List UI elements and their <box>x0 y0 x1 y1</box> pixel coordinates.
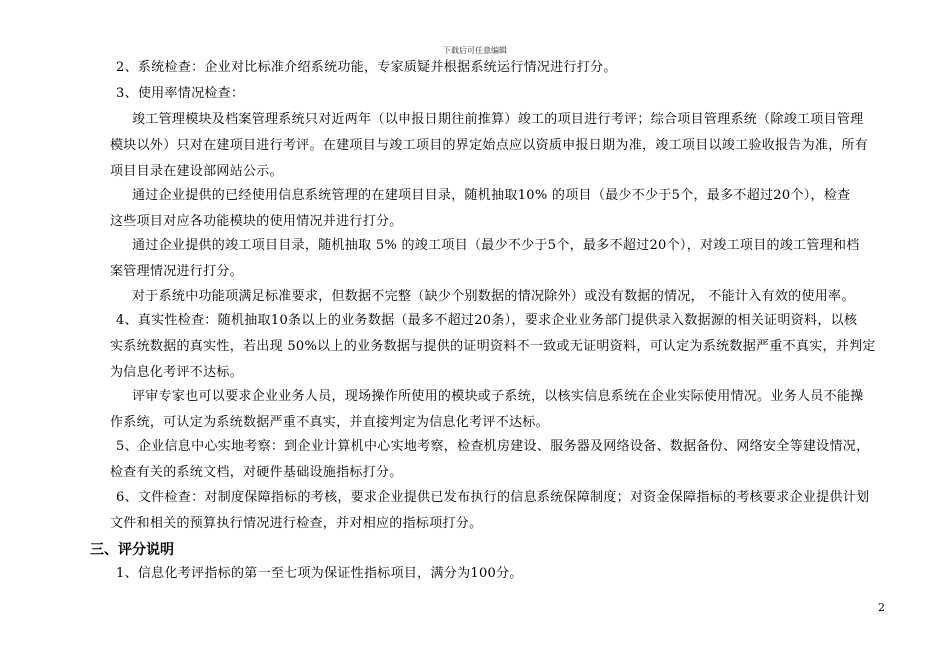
text-line: 1、信息化考评指标的第一至七项为保证性指标项目，满分为100分。 <box>116 566 523 581</box>
text-line: 项目目录在建设部网站公示。 <box>110 164 283 179</box>
text-line: 通过企业提供的竣工项目目录，随机抽取 5% 的竣工项目（最少不少于5个，最多不超过20个），对竣工项目的竣工管理和档 <box>132 238 860 253</box>
paragraph-incomplete-data <box>110 284 890 310</box>
paragraph-sampling-completed <box>110 233 890 285</box>
paragraph-document-check <box>110 485 890 537</box>
text-line: 通过企业提供的已经使用信息系统管理的在建项目目录，随机抽取10% 的项目（最少不少于5个，最多不超过20个），检查 <box>132 188 851 203</box>
text-line: 4、真实性检查：随机抽取10条以上的业务数据（最多不超过20条），要求企业业务部门提供录入数据源的相关证明资料，以核 <box>116 313 858 328</box>
text-line: 2、系统检查：企业对比标准介绍系统功能，专家质疑并根据系统运行情况进行打分。 <box>116 60 617 75</box>
page-number: 2 <box>878 601 885 614</box>
section-heading: 三、评分说明 <box>90 542 174 558</box>
text-line: 6、文件检查：对制度保障指标的考核，要求企业提供已发布执行的信息系统保障制度；对资金保障指标的考核要求企业提供计划 <box>116 490 870 505</box>
text-line: 5、企业信息中心实地考察：到企业计算机中心实地考察，检查机房建设、服务器及网络设备、数据备份、网络安全等建设情况， <box>116 439 870 454</box>
paragraph-scoring-note <box>110 561 890 587</box>
text-line: 模块以外）只对在建项目进行考评。在建项目与竣工项目的界定始点应以资质申报日期为准，竣工项目以竣工验收报告为准，所有 <box>110 138 869 153</box>
text-line: 文件和相关的预算执行情况进行检查，并对相应的指标项打分。 <box>110 516 483 531</box>
text-line: 对于系统中功能项满足标准要求，但数据不完整（缺少个别数据的情况除外）或没有数据的情况， 不能计入有效的使用率。 <box>132 289 855 304</box>
text-line: 这些项目对应各功能模块的使用情况并进行打分。 <box>110 214 403 229</box>
text-line: 案管理情况进行打分。 <box>110 264 244 279</box>
text-line: 实系统数据的真实性，若出现 50%以上的业务数据与提供的证明资料不一致或无证明资料，可认定为系统数据严重不真实，并判定 <box>110 339 876 354</box>
text-line: 3、使用率情况检查： <box>116 86 245 101</box>
text-line: 评审专家也可以要求企业业务人员，现场操作所使用的模块或子系统，以核实信息系统在企业实际使用情况。业务人员不能操 <box>132 389 864 404</box>
text-line: 竣工管理模块及档案管理系统只对近两年（以申报日期往前推算）竣工的项目进行考评；综合项目管理系统（除竣工项目管理 <box>132 112 864 127</box>
header-note: 下载后可任意编辑 <box>443 46 507 55</box>
text-line: 为信息化考评不达标。 <box>110 365 244 380</box>
paragraph-expert-review <box>110 384 890 436</box>
paragraph-authenticity-check <box>110 308 890 386</box>
paragraph-completed-projects <box>110 107 890 185</box>
paragraph-sampling-active <box>110 183 890 235</box>
paragraph-system-check <box>110 55 890 81</box>
text-line: 检查有关的系统文档，对硬件基础设施指标打分。 <box>110 465 403 480</box>
paragraph-usage-check-heading <box>110 81 890 107</box>
text-line: 作系统，可认定为系统数据严重不真实，并直接判定为信息化考评不达标。 <box>110 415 549 430</box>
paragraph-info-center-inspection <box>110 434 890 486</box>
